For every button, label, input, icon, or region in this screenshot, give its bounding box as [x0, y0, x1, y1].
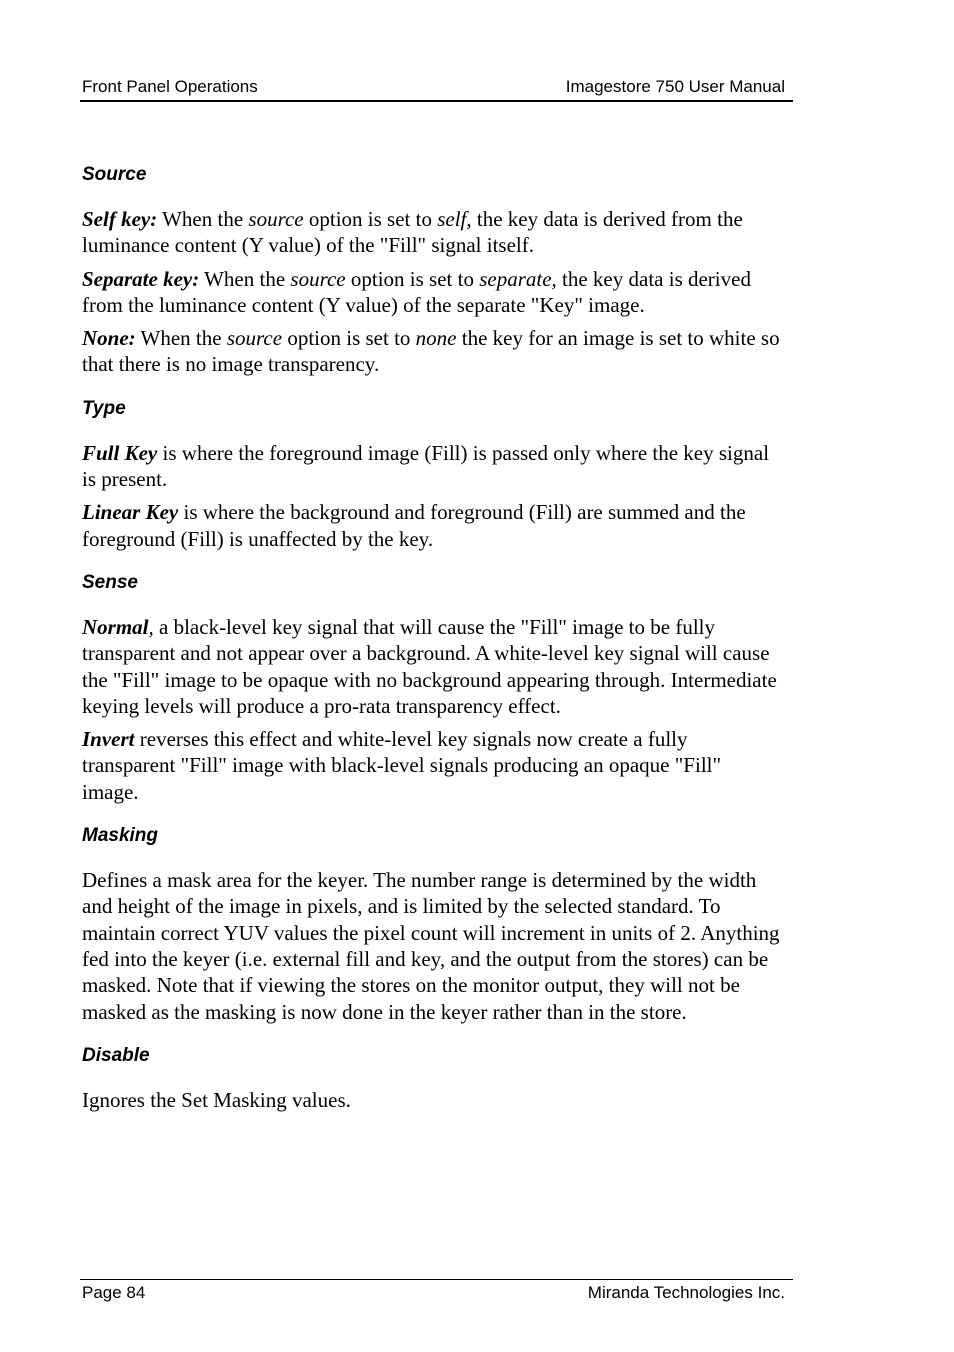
heading-disable: Disable — [82, 1044, 150, 1066]
page-content — [82, 163, 782, 1113]
italic-text: self, — [437, 207, 472, 231]
text: reverses this effect and white-level key signals now create a fully transparent "Fill" image with black-level signals producing an opaque "Fill" image. — [82, 727, 722, 804]
italic-text: source — [290, 266, 346, 291]
text: option is set to — [282, 326, 416, 351]
text: When the — [199, 266, 291, 291]
italic-text: source — [248, 207, 304, 231]
paragraph-normal — [82, 614, 782, 719]
footer-company: Miranda Technologies Inc. — [587, 1283, 785, 1302]
header-section-title: Front Panel Operations — [82, 77, 258, 96]
text: When the — [135, 326, 227, 351]
text: is where the background and foreground (Fill) are summed and the foreground (Fill) is unaffected by the key. — [82, 500, 746, 551]
term-linear-key: Linear Key — [82, 500, 179, 525]
heading-masking: Masking — [82, 825, 159, 847]
heading-source: Source — [82, 164, 147, 185]
term-normal: Normal — [82, 614, 149, 639]
text: When the — [157, 207, 249, 231]
page-header — [80, 76, 793, 102]
paragraph-self-key — [82, 206, 782, 259]
text: the key data is derived from the luminance content (Y value) of the separate "Key" image. — [82, 266, 751, 317]
paragraph-full-key — [82, 440, 782, 493]
italic-text: none — [415, 326, 457, 351]
heading-sense: Sense — [82, 571, 138, 593]
text: a black-level key signal that will cause the "Fill" image to be fully transparent and not appear over a background. A white-level key signal will cause the "Fill" image to be opaque with no background appearing through. Intermediate keying levels will produce a pro-rata transparency effect. — [82, 614, 777, 718]
term-none: None: — [82, 326, 136, 351]
italic-comma: , — [148, 614, 154, 639]
term-separate-key: Separate key: — [82, 266, 200, 291]
paragraph-linear-key — [82, 499, 782, 552]
text: option is set to — [345, 266, 480, 291]
page-number: Page 84 — [82, 1283, 146, 1302]
heading-type: Type — [82, 397, 126, 419]
text: option is set to — [303, 207, 438, 231]
text: the key for an image is set to white so that there is no image transparency. — [82, 326, 780, 377]
header-manual-title: Imagestore 750 User Manual — [565, 77, 785, 96]
text: the key data is derived from the luminance content (Y value) of the "Fill" signal itself. — [82, 207, 743, 258]
paragraph-none — [82, 325, 782, 378]
paragraph-masking: Defines a mask area for the keyer. The number range is determined by the width and height of the image in pixels, and is limited by the selected standard. To maintain correct YUV values the pixel count will increment in units of 2. Anything fed into the keyer (i.e. external fill and key, and the output from the stores) can be masked. Note that if viewing the stores on the monitor output, they will not be masked as the masking is now done in the keyer rather than in the store. — [82, 868, 780, 1024]
paragraph-separate-key — [82, 266, 782, 319]
term-invert: Invert — [82, 727, 135, 752]
italic-text: source — [226, 326, 283, 351]
page-footer — [80, 1279, 793, 1302]
term-self-key: Self key: — [82, 207, 158, 231]
paragraph-invert — [82, 726, 782, 805]
italic-text: separate, — [479, 266, 557, 291]
text: is where the foreground image (Fill) is passed only where the key signal is present. — [82, 440, 770, 492]
term-full-key: Full Key — [82, 440, 158, 465]
paragraph-disable: Ignores the Set Masking values. — [82, 1087, 351, 1112]
